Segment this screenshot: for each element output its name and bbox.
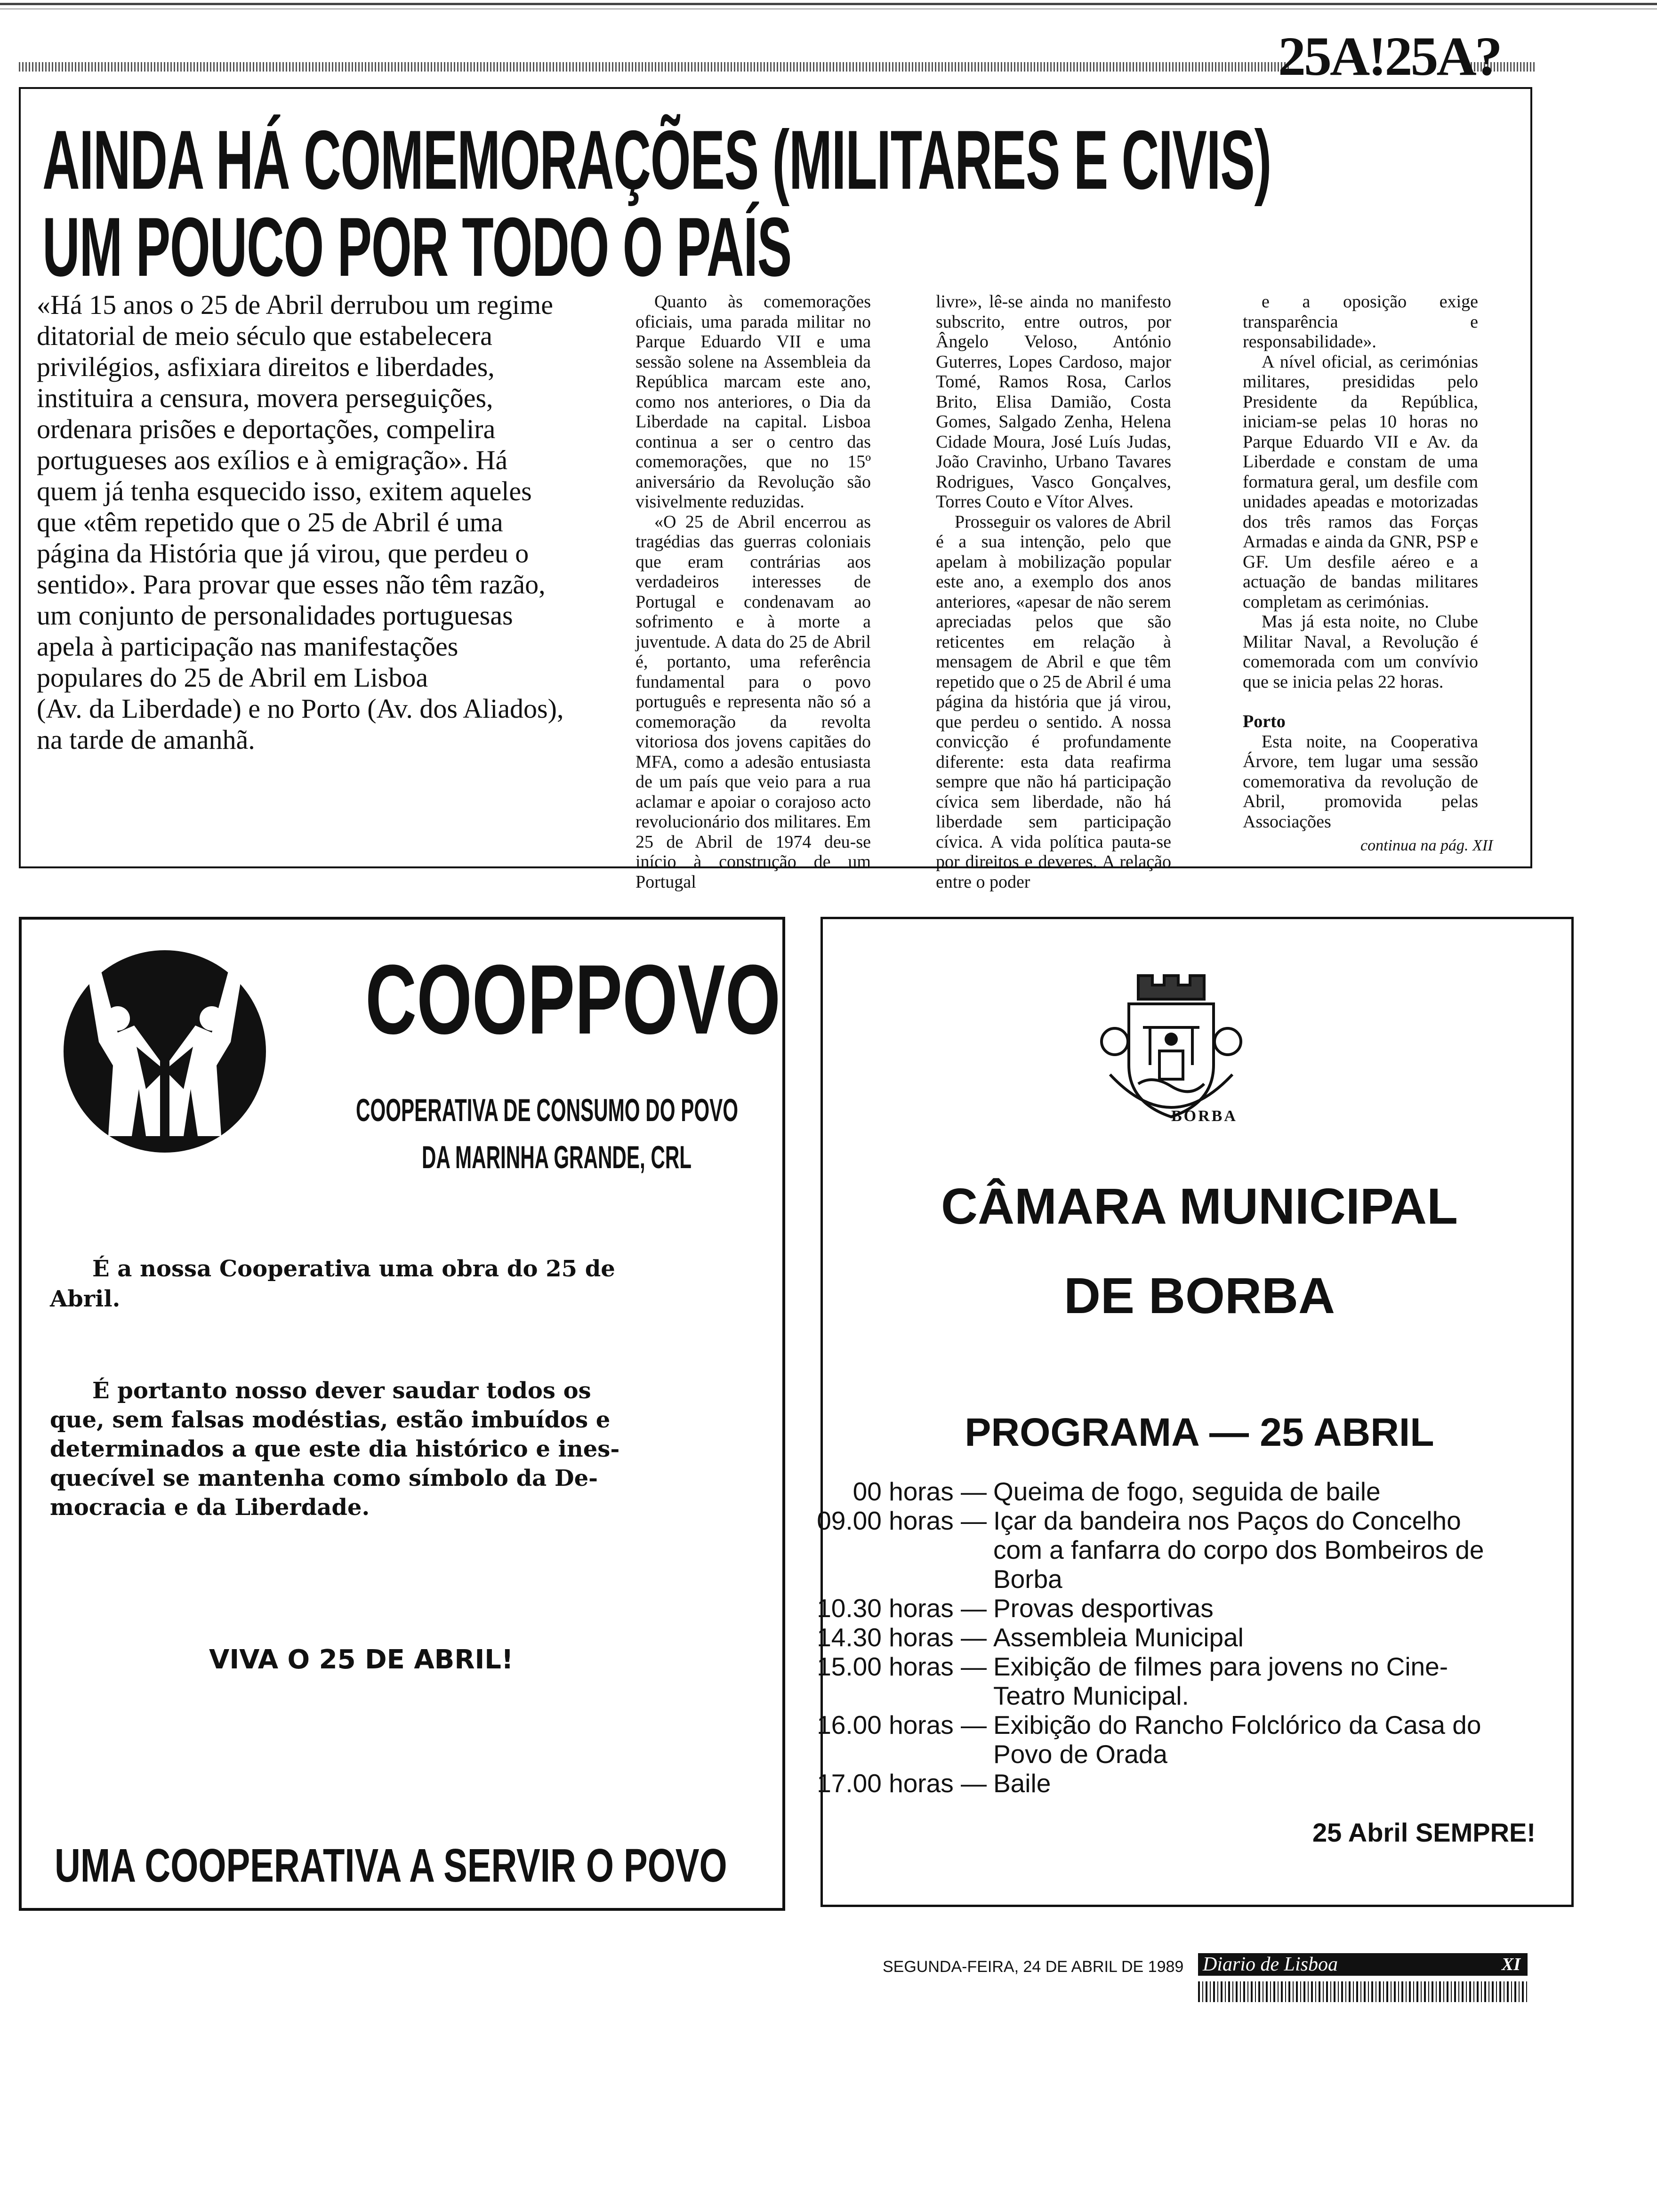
article-subhead-porto: Porto	[1243, 712, 1286, 731]
article-paragraph: livre», lê-se ainda no manifesto subscrito, entre outros, por Ângelo Veloso, António Guterres, Lopes Cardoso, major Tomé, Ramos Rosa, Carlos Brito, Elisa Damião, Costa Gomes, Salgado Zenha, Helena Cidade Moura, José Luís Judas, João Cravinho, Urbano Tavares Rodrigues, Vasco Gonçalves, Torres Couto e Vítor Alves.	[936, 292, 1171, 512]
lead-line: privilégios, asfixiara direitos e liberdades,	[37, 352, 495, 382]
programa-event: Exibição de filmes para jovens no Cine-	[993, 1652, 1448, 1681]
footer-newspaper-name: Diario de Lisboa	[1198, 1953, 1528, 1976]
ad-cooppovo	[19, 917, 785, 1911]
lead-line: ditatorial de meio século que estabelecera	[37, 321, 492, 351]
programa-time: 00 horas —	[853, 1477, 987, 1506]
cooppovo-subtitle-1: COOPERATIVA DE CONSUMO DO POVO	[356, 1092, 739, 1128]
lead-line: «Há 15 anos o 25 de Abril derrubou um regime	[37, 289, 553, 320]
programa-event: Içar da bandeira nos Paços do Concelho	[993, 1506, 1461, 1535]
article-paragraph: Prosseguir os valores de Abril é a sua intenção, pelo que apelam à mobilização popular este ano, a exemplo dos anos anteriores, «apesar de não serem apreciadas pelos que são reticentes em relação à mensagem de Abril e que têm repetido que o 25 de Abril é uma página da história que já virou, que perdeu o sentido. A nossa convicção é profundamente diferente: esta data reafirma sempre que não há participação cívica sem liberdade, não há liberdade sem participação cívica. A vida política pauta-se por direitos e deveres. A relação entre o poder	[936, 512, 1171, 892]
lead-line: um conjunto de personalidades portuguesas	[37, 600, 513, 631]
article-column-1	[635, 292, 871, 892]
programa-time: 09.00 horas —	[817, 1506, 987, 1535]
lead-line: que «têm repetido que o 25 de Abril é uma	[37, 507, 503, 537]
lead-line: ordenara prisões e deportações, compelira	[37, 414, 496, 444]
programa-event: Assembleia Municipal	[993, 1623, 1244, 1652]
borba-sempre: 25 Abril SEMPRE!	[1312, 1818, 1536, 1847]
programa-event-continued: com a fanfarra do corpo dos Bombeiros de	[993, 1535, 1484, 1564]
programa-event-continued: Borba	[993, 1564, 1062, 1594]
programa-event: Provas desportivas	[993, 1594, 1214, 1623]
programa-event-continued: Teatro Municipal.	[993, 1681, 1189, 1710]
footer-page-number: XI	[1495, 1953, 1528, 1976]
cooppovo-para-2-line: quecível se mantenha como símbolo da De-	[50, 1465, 598, 1491]
lead-line: apela à participação nas manifestações	[37, 631, 458, 662]
cooppovo-para-1-line-1: É a nossa Cooperativa uma obra do 25 de	[92, 1256, 615, 1282]
cooppovo-para-2-line: que, sem falsas modéstias, estão imbuídos e	[50, 1407, 611, 1433]
top-rule	[0, 3, 1657, 5]
cooppovo-viva: VIVA O 25 DE ABRIL!	[209, 1644, 514, 1675]
section-logo: 25A!25A?	[1278, 25, 1501, 87]
cooppovo-para-2	[50, 1376, 756, 1522]
cooppovo-slogan: UMA COOPERATIVA A SERVIR O POVO	[55, 1839, 727, 1892]
lead-line: (Av. da Liberdade) e no Porto (Av. dos Aliados),	[37, 693, 564, 724]
borba-title-line-1: CÂMARA MUNICIPAL	[941, 1178, 1458, 1234]
lead-line: quem já tenha esquecido isso, exitem aqueles	[37, 476, 532, 506]
headline-line-2: UM POUCO POR TODO O PAÍS	[42, 200, 792, 294]
programa-event-continued: Povo de Orada	[993, 1739, 1167, 1769]
cooppovo-subtitle-2: DA MARINHA GRANDE, CRL	[422, 1139, 692, 1175]
programa-time: 17.00 horas —	[817, 1769, 987, 1798]
article-column-3	[1243, 292, 1478, 832]
footer-date: SEGUNDA-FEIRA, 24 DE ABRIL DE 1989	[883, 1958, 1184, 1976]
article-paragraph: Esta noite, na Cooperativa Árvore, tem lugar uma sessão comemorativa da revolução de Abril, promovida pelas Associações	[1243, 731, 1478, 832]
programa-event: Exibição do Rancho Folclórico da Casa do	[993, 1710, 1481, 1739]
article-lead	[37, 289, 616, 755]
cooppovo-name: COOPPOVO	[365, 944, 781, 1055]
cooppovo-para-2-line: determinados a que este dia histórico e ines-	[50, 1436, 620, 1462]
lead-line: instituira a censura, movera perseguições,	[37, 383, 493, 413]
cooppovo-logo-icon	[61, 948, 268, 1155]
footer-barcode	[1198, 1981, 1528, 2002]
header-band	[19, 62, 1290, 72]
lead-line: populares do 25 de Abril em Lisboa	[37, 662, 428, 693]
article-column-2	[936, 292, 1171, 892]
lead-line: página da História que já virou, que perdeu o	[37, 538, 529, 569]
programa-time: 16.00 horas —	[817, 1710, 987, 1739]
top-rule-thin	[0, 8, 1657, 9]
cooppovo-para-1-line-2: Abril.	[50, 1286, 121, 1312]
programa-event: Queima de fogo, seguida de baile	[993, 1477, 1381, 1506]
article-paragraph: Quanto às comemorações oficiais, uma parada militar no Parque Eduardo VII e uma sessão solene na Assembleia da República marcam este ano, como nos anteriores, o Dia da Liberdade na capital. Lisboa continua a ser o centro das comemorações, que no 15º aniversário da Revolução são visivelmente reduzidas.	[635, 292, 871, 512]
headline-line-1: AINDA HÁ COMEMORAÇÕES (MILITARES E CIVIS)	[42, 113, 1271, 207]
lead-line: sentido». Para provar que esses não têm razão,	[37, 569, 546, 600]
lead-line: na tarde de amanhã.	[37, 724, 255, 755]
borba-title-line-2: DE BORBA	[1063, 1267, 1335, 1324]
programa-event: Baile	[993, 1769, 1051, 1798]
cooppovo-para-2-line: mocracia e da Liberdade.	[50, 1494, 370, 1521]
borba-crest-label: BORBA	[1171, 1107, 1238, 1125]
borba-programa-title: PROGRAMA — 25 ABRIL	[965, 1410, 1434, 1454]
programa-time: 15.00 horas —	[817, 1652, 987, 1681]
programa-time: 10.30 horas —	[817, 1594, 987, 1623]
continued-note: continua na pág. XII	[1360, 837, 1493, 854]
article-paragraph: e a oposição exige transparência e responsabilidade».	[1243, 292, 1478, 352]
article-paragraph: Mas já esta noite, no Clube Militar Naval, a Revolução é comemorada com um convívio que se inicia pelas 22 horas.	[1243, 612, 1478, 692]
borba-programa-list	[817, 1477, 1571, 1816]
cooppovo-para-2-line: É portanto nosso dever saudar todos os	[92, 1378, 591, 1404]
article-paragraph: A nível oficial, as cerimónias militares, presididas pelo Presidente da República, iniciam-se pelas 10 horas no Parque Eduardo VII e Av. da Liberdade e constam de uma formatura geral, um desfile com unidades apeadas e motorizadas dos três ramos das Forças Armadas e ainda da GNR, PSP e GF. Um desfile aéreo e a actuação de bandas militares completam as cerimónias.	[1243, 352, 1478, 612]
programa-time: 14.30 horas —	[817, 1623, 987, 1652]
article-paragraph: «O 25 de Abril encerrou as tragédias das guerras coloniais que eram contrárias aos verdadeiros interesses de Portugal e condenavam ao sofrimento e à morte a juventude. A data do 25 de Abril é, portanto, uma referência fundamental para o povo português e representa não só a comemoração da revolta vitoriosa dos jovens capitães do MFA, como a adesão entusiasta de um país que veio para a rua aclamar e apoiar o corajoso acto revolucionário dos militares. Em 25 de Abril de 1974 deu-se início à construção de um Portugal	[635, 512, 871, 892]
ad-camara-borba	[817, 917, 1574, 1907]
lead-line: portugueses aos exílios e à emigração». Há	[37, 445, 508, 475]
